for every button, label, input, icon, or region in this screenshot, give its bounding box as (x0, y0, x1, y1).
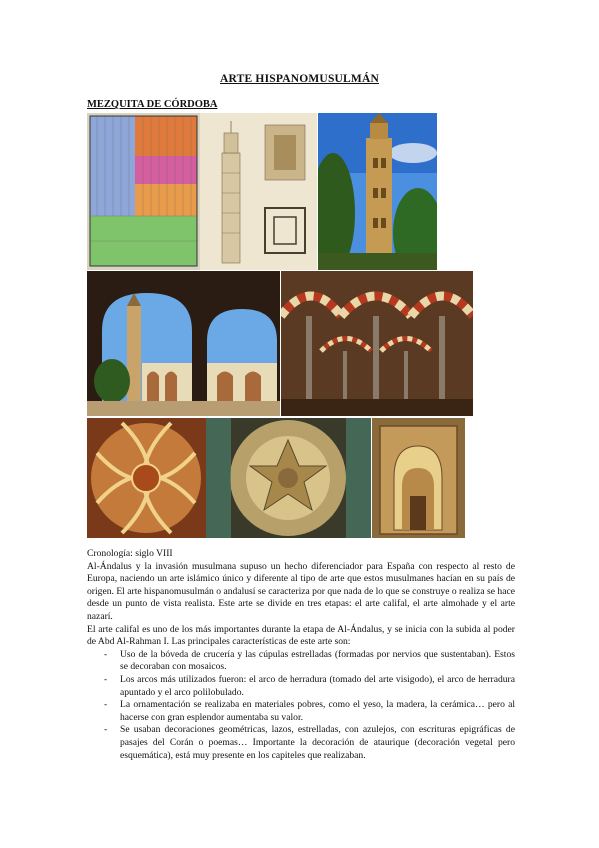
minaret-drawings-image (200, 113, 317, 270)
floor-plan-image (87, 113, 200, 270)
mihrab-photo (372, 418, 465, 538)
star-dome-photo (206, 418, 371, 538)
list-item: - Los arcos más utilizados fueron: el arco de herradura (tomado del arte visigodo), el arco de herradura apuntado y el arco polilobulado. (87, 674, 515, 699)
characteristics-list (87, 649, 515, 762)
ribbed-dome-photo (87, 418, 206, 538)
paragraph-califal: El arte califal es uno de los más importantes durante la etapa de Al-Ándalus, y se inicia con la subida al poder de Abd Al-Rahman I. Las principales características de este arte son: (87, 623, 515, 648)
section-title: MEZQUITA DE CÓRDOBA (87, 99, 218, 110)
list-item: - Uso de la bóveda de crucería y las cúpulas estrelladas (formadas por nervios que sustentaban). Estos se decoraban con mosaicos. (87, 649, 515, 674)
paragraph-intro: Al-Ándalus y la invasión musulmana supuso un hecho diferenciador para España con respecto al resto de Europa, naciendo un arte islámico único y diferente al tipo de arte que estos musulmanes hacían en su país de origen. El arte hispanomusulmán o andalusí se caracteriza por que nada de lo que se construye o realiza se hace desde un punto de vista realista. Este arte se divide en tres etapas: el arte califal, el arte almohade y el arte nazarí. (87, 560, 515, 622)
chronology: Cronología: siglo VIII (87, 548, 173, 559)
hypostyle-hall-photo (281, 271, 473, 416)
courtyard-arches-photo (87, 271, 280, 416)
list-item: - La ornamentación se realizaba en materiales pobres, como el yeso, la madera, la cerámica… pero al hacerse con gran esplendor aumentaba su valor. (87, 699, 515, 724)
list-item: - Se usaban decoraciones geométricas, lazos, estrelladas, con azulejos, con escrituras epigráficas de pasajes del Corán o poemas… Importante la decoración de ataurique (decoración vegetal pero esquemática), está muy presente en los capiteles que realizaban. (87, 724, 515, 762)
bell-tower-photo (318, 113, 437, 270)
page-title: ARTE HISPANOMUSULMÁN (220, 73, 379, 85)
body-text (87, 548, 515, 762)
